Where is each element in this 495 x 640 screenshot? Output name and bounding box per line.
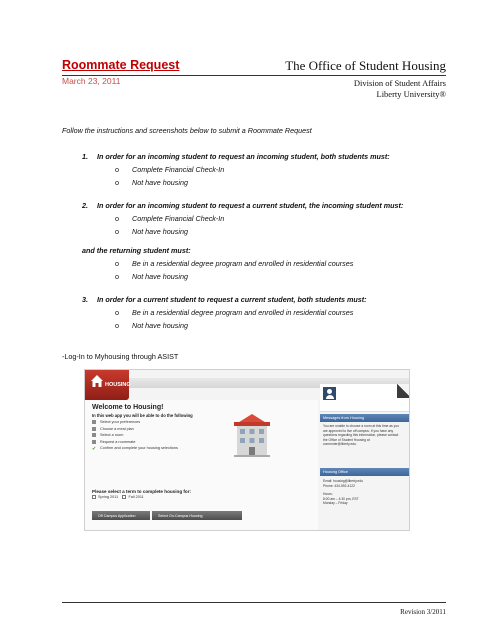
requirement-heading bbox=[82, 152, 452, 161]
requirement-item-text: Be in a residential degree program and enrolled in residential courses bbox=[132, 308, 354, 317]
university-name: Liberty University® bbox=[376, 89, 446, 99]
office-phone: Phone: 434-592-4122 bbox=[323, 483, 355, 488]
requirement-heading-text: In order for an incoming student to request a current student, the incoming student must: bbox=[97, 201, 404, 210]
requirement-heading bbox=[82, 295, 452, 304]
housing-app-screenshot bbox=[84, 369, 410, 531]
requirement-item-text: Not have housing bbox=[132, 321, 188, 330]
requirement-number: 1. bbox=[82, 152, 88, 161]
action-item: ✔ Confirm and complete your housing selections bbox=[92, 446, 178, 452]
requirement-number: 2. bbox=[82, 201, 88, 210]
bullet: o bbox=[115, 308, 119, 317]
requirement-number: 3. bbox=[82, 295, 88, 304]
bullet: o bbox=[115, 272, 119, 281]
off-campus-button[interactable]: Off Campus Application bbox=[92, 511, 150, 520]
message-text: You are unable to choose a room at this time as you are approved to live off campus. If you have any questions regarding this information, please contact the Office of Student Housing at commuter@liberty.edu. bbox=[323, 424, 399, 447]
footer-rule bbox=[62, 602, 446, 603]
term-checkbox-fall[interactable] bbox=[122, 495, 126, 499]
bullet: o bbox=[115, 214, 119, 223]
action-item: Choose a meal plan bbox=[92, 427, 178, 434]
requirement-item bbox=[115, 308, 452, 317]
requirement-heading-text: In order for a current student to request a current student, both students must: bbox=[97, 295, 367, 304]
login-instruction: -Log-In to Myhousing through ASIST bbox=[62, 352, 179, 361]
bullet: o bbox=[115, 321, 119, 330]
welcome-subtitle: In this web app you will be able to do the following bbox=[92, 413, 193, 418]
bullet: o bbox=[115, 227, 119, 236]
bullet: o bbox=[115, 165, 119, 174]
requirement-item-text: Be in a residential degree program and enrolled in residential courses bbox=[132, 259, 354, 268]
housing-tab[interactable] bbox=[85, 370, 129, 400]
requirement-item-text: Not have housing bbox=[132, 178, 188, 187]
document-date: March 23, 2011 bbox=[62, 76, 121, 86]
action-list bbox=[92, 420, 178, 453]
checkmark-icon: ✔ bbox=[92, 446, 97, 452]
office-email: Email: housing@liberty.edu bbox=[323, 479, 363, 483]
office-hours: 8:00 am – 4:30 pm, EST bbox=[323, 496, 359, 501]
requirement-item bbox=[115, 227, 452, 236]
header-right bbox=[216, 58, 446, 99]
messages-header: Messages from Housing bbox=[320, 414, 410, 422]
term-options bbox=[92, 495, 144, 499]
term-prompt: Please select a term to complete housing for: bbox=[92, 489, 192, 494]
requirement-item bbox=[115, 178, 452, 187]
page-curl-icon bbox=[397, 384, 410, 398]
action-item: Select a room bbox=[92, 433, 178, 440]
office-header: Housing Office bbox=[320, 468, 410, 476]
action-buttons bbox=[92, 511, 242, 520]
office-days: Monday – Friday bbox=[323, 501, 348, 506]
action-item: Select your preferences bbox=[92, 420, 178, 427]
preferences-icon bbox=[92, 420, 96, 424]
requirements-list bbox=[82, 152, 452, 334]
on-campus-button[interactable]: Select On-Campus Housing bbox=[152, 511, 242, 520]
returning-student-heading: and the returning student must: bbox=[82, 246, 191, 255]
house-icon bbox=[90, 374, 104, 388]
profile-box bbox=[320, 384, 410, 412]
requirement-item bbox=[115, 214, 452, 223]
term-checkbox-spring[interactable] bbox=[92, 495, 96, 499]
requirement-item bbox=[115, 272, 452, 281]
requirement-item bbox=[115, 321, 452, 330]
roommate-icon bbox=[92, 440, 96, 444]
requirement-item bbox=[115, 259, 452, 268]
requirement-heading-text: In order for an incoming student to request an incoming student, both students must: bbox=[97, 152, 390, 161]
term-label: Fall 2011 bbox=[128, 495, 144, 499]
requirement-item-text: Not have housing bbox=[132, 272, 188, 281]
avatar-icon[interactable] bbox=[323, 387, 336, 400]
room-icon bbox=[92, 433, 96, 437]
action-item: Request a roommate bbox=[92, 440, 178, 447]
revision-note: Revision 3/2011 bbox=[400, 608, 446, 616]
building-icon bbox=[232, 410, 272, 458]
welcome-title: Welcome to Housing! bbox=[92, 404, 164, 411]
bullet: o bbox=[115, 259, 119, 268]
office-name: The Office of Student Housing bbox=[285, 58, 446, 73]
requirement-item-text: Complete Financial Check-In bbox=[132, 214, 225, 223]
office-hours-label: Hours: bbox=[323, 492, 333, 497]
intro-text: Follow the instructions and screenshots below to submit a Roommate Request bbox=[62, 126, 312, 135]
division-name: Division of Student Affairs bbox=[353, 78, 446, 88]
requirement-item-text: Not have housing bbox=[132, 227, 188, 236]
office-info bbox=[323, 479, 408, 506]
document-title: Roommate Request bbox=[62, 58, 180, 72]
welcome-panel bbox=[85, 400, 318, 531]
term-label: Spring 2011 bbox=[98, 495, 119, 499]
sidebar bbox=[320, 384, 410, 531]
requirement-item bbox=[115, 165, 452, 174]
requirement-heading bbox=[82, 201, 452, 210]
bullet: o bbox=[115, 178, 119, 187]
housing-tab-label: HOUSING bbox=[105, 382, 131, 388]
requirement-item-text: Complete Financial Check-In bbox=[132, 165, 225, 174]
header-rule bbox=[62, 75, 446, 76]
meal-plan-icon bbox=[92, 427, 96, 431]
